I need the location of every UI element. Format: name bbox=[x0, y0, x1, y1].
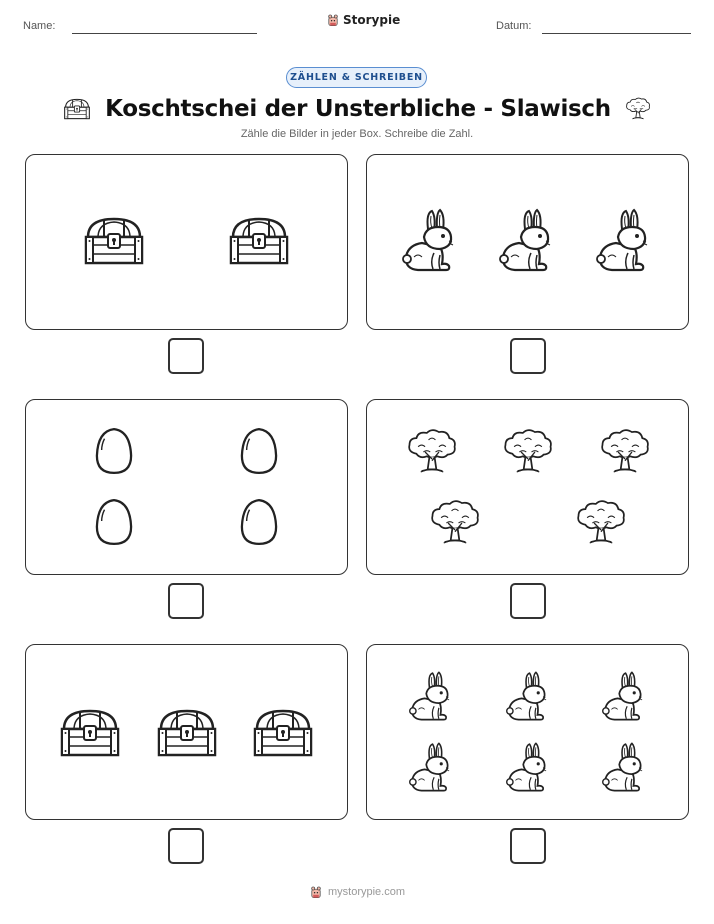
brand-text: Storypie bbox=[343, 13, 401, 27]
treasure-chest-icon bbox=[82, 213, 146, 269]
tree-icon bbox=[575, 498, 627, 548]
treasure-chest-icon bbox=[227, 213, 291, 269]
treasure-chest-icon bbox=[251, 705, 315, 761]
instructions: Zähle die Bilder in jeder Box. Schreibe die Zahl. bbox=[240, 128, 474, 140]
egg-icon bbox=[95, 498, 133, 546]
rabbit-icon bbox=[400, 207, 460, 273]
egg-icon bbox=[95, 427, 133, 475]
treasure-chest-icon bbox=[58, 705, 122, 761]
treasure-chest-icon bbox=[155, 705, 219, 761]
title-row bbox=[0, 93, 714, 125]
egg-icon bbox=[240, 498, 278, 546]
answer-box-3[interactable] bbox=[168, 583, 204, 619]
tree-icon bbox=[625, 96, 651, 122]
counting-box-2 bbox=[366, 154, 689, 330]
rabbit-icon bbox=[407, 741, 455, 793]
tree-icon bbox=[502, 427, 554, 477]
date-line[interactable] bbox=[542, 33, 691, 34]
counting-box-6 bbox=[366, 644, 689, 820]
footer bbox=[0, 884, 714, 900]
answer-box-6[interactable] bbox=[510, 828, 546, 864]
counting-box-5 bbox=[25, 644, 348, 820]
tree-icon bbox=[599, 427, 651, 477]
category-badge: ZÄHLEN & SCHREIBEN bbox=[286, 67, 427, 88]
tree-icon bbox=[406, 427, 458, 477]
worksheet-title: Koschtschei der Unsterbliche - Slawisch bbox=[105, 96, 611, 122]
rabbit-icon bbox=[600, 670, 648, 722]
rabbit-icon bbox=[497, 207, 557, 273]
name-line[interactable] bbox=[72, 33, 257, 34]
tree-icon bbox=[429, 498, 481, 548]
answer-box-5[interactable] bbox=[168, 828, 204, 864]
treasure-chest-icon bbox=[63, 96, 91, 122]
counting-box-4 bbox=[366, 399, 689, 575]
answer-box-2[interactable] bbox=[510, 338, 546, 374]
egg-icon bbox=[240, 427, 278, 475]
rabbit-icon bbox=[504, 741, 552, 793]
footer-url[interactable]: mystorypie.com bbox=[327, 886, 406, 898]
storypie-mascot-icon bbox=[326, 12, 340, 28]
answer-box-4[interactable] bbox=[510, 583, 546, 619]
answer-box-1[interactable] bbox=[168, 338, 204, 374]
counting-box-3 bbox=[25, 399, 348, 575]
storypie-mascot-icon bbox=[309, 884, 323, 900]
rabbit-icon bbox=[594, 207, 654, 273]
counting-box-1 bbox=[25, 154, 348, 330]
rabbit-icon bbox=[504, 670, 552, 722]
storypie-logo bbox=[326, 12, 400, 28]
date-label: Datum: bbox=[496, 20, 532, 32]
rabbit-icon bbox=[407, 670, 455, 722]
name-label: Name: bbox=[23, 20, 56, 32]
rabbit-icon bbox=[600, 741, 648, 793]
